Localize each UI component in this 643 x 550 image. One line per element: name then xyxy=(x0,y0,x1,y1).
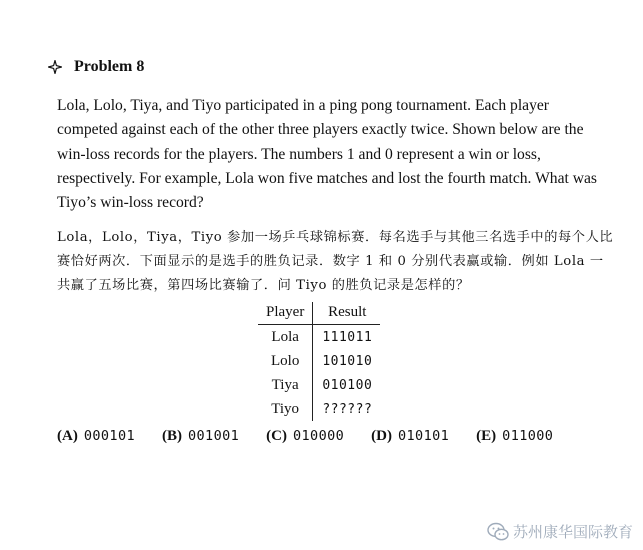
answer-choices xyxy=(57,428,580,445)
four-point-star-icon xyxy=(48,60,62,74)
choice-value: 000101 xyxy=(83,428,135,444)
choice-b xyxy=(162,428,239,445)
player-result: 101010 xyxy=(313,349,380,373)
watermark-text: 苏州康华国际教育 xyxy=(512,523,633,541)
choice-a xyxy=(57,428,135,445)
choice-c xyxy=(266,428,344,445)
choice-letter: (A) xyxy=(57,428,78,444)
choice-letter: (C) xyxy=(266,428,287,444)
table-row xyxy=(258,397,380,421)
problem-text-chinese: Lola，Lolo，Tiya，Tiyo 参加一场乒乓球锦标赛．每名选手与其他三名选手中的每个人比赛恰好两次．下面显示的是选手的胜负记录．数字 1 和 0 分别代表赢或输．例如 Lola 一共赢了五场比赛，第四场比赛输了．问 Tiyo 的胜负记录是怎样的？ xyxy=(57,230,614,293)
problem-title: Problem 8 xyxy=(74,58,145,75)
problem-text-english: Lola, Lolo, Tiya, and Tiyo participated in a ping pong tournament. Each player competed against each of the other three players exactly twice. Shown below are the win-loss records for the players. The numbers 1 and 0 represent a win or loss, respectively. For example, Lola won five matches and lost the fourth match. What was Tiyo’s win-loss record? xyxy=(57,97,597,212)
table-header-row xyxy=(258,302,380,325)
table-row xyxy=(258,373,380,397)
player-name: Lola xyxy=(271,329,299,345)
player-name: Tiya xyxy=(271,377,299,393)
table-row xyxy=(258,349,380,373)
player-result: ?????? xyxy=(313,397,380,421)
player-name: Tiyo xyxy=(271,401,300,417)
choice-letter: (D) xyxy=(371,428,392,444)
choice-letter: (B) xyxy=(162,428,182,444)
choice-value: 010101 xyxy=(398,428,450,444)
header-result: Result xyxy=(313,302,380,325)
choice-value: 011000 xyxy=(502,428,554,444)
choice-value: 001001 xyxy=(188,428,240,444)
choice-e xyxy=(476,428,553,445)
watermark xyxy=(487,521,633,542)
choice-d xyxy=(371,428,449,445)
player-result: 010100 xyxy=(313,373,380,397)
header-player: Player xyxy=(266,304,305,320)
choice-value: 010000 xyxy=(293,428,345,444)
problem-header xyxy=(48,58,144,76)
choice-letter: (E) xyxy=(476,428,497,444)
win-loss-table xyxy=(258,302,380,421)
wechat-icon xyxy=(487,522,509,542)
player-name: Lolo xyxy=(270,353,300,369)
player-result: 111011 xyxy=(313,325,380,350)
table-row xyxy=(258,325,380,350)
